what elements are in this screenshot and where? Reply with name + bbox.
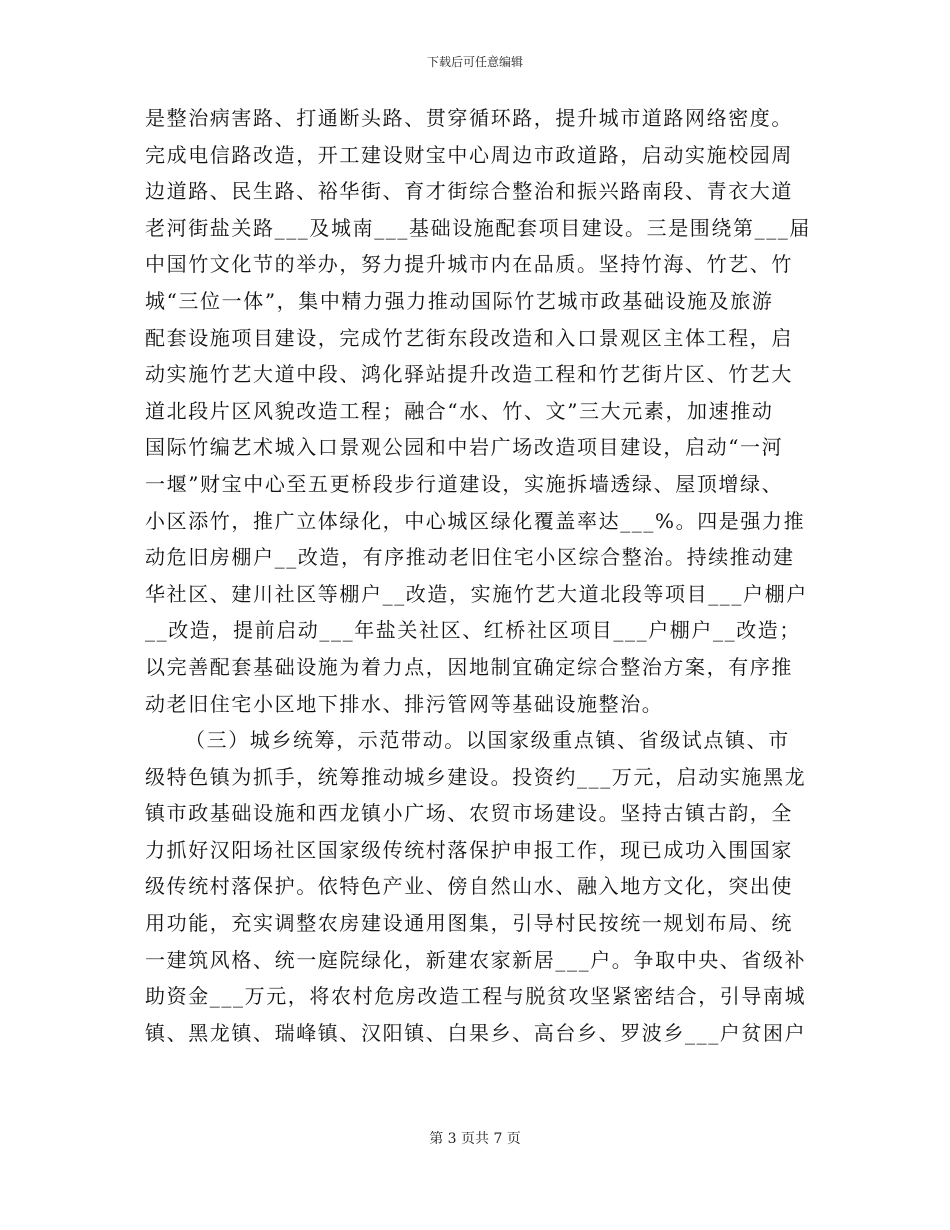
document-body <box>145 100 811 1051</box>
page-header-note: 下载后可任意编辑 <box>426 55 523 69</box>
text-line: 力抓好汉阳场社区国家级传统村落保护申报工作，现已成功入围国家 <box>145 837 793 862</box>
text-line: 镇、黑龙镇、瑞峰镇、汉阳镇、白果乡、高台乡、罗波乡___户贫困户 <box>145 1020 807 1045</box>
text-line: 小区添竹，推广立体绿化，中心城区绿化覆盖率达___%。四是强力推 <box>145 508 806 533</box>
text-line: 用功能，充实调整农房建设通用图集，引导村民按统一规划布局、统 <box>145 911 793 936</box>
text-line: 城“三位一体”，集中精力强力推动国际竹艺城市政基础设施及旅游 <box>145 288 774 313</box>
text-line: 动危旧房棚户__改造，有序推动老旧住宅小区综合整治。持续推动建 <box>145 545 795 570</box>
page-number-footer: 第 3 页共 7 页 <box>429 1131 521 1147</box>
text-line: 华社区、建川社区等棚户__改造，实施竹艺大道北段等项目___户棚户 <box>145 581 808 606</box>
text-line: 边道路、民生路、裕华街、育才街综合整治和振兴路南段、青衣大道 <box>145 179 793 204</box>
text-line: 级传统村落保护。依特色产业、傍自然山水、融入地方文化，突出使 <box>145 874 793 899</box>
text-line: 老河街盐关路___及城南___基础设施配套项目建设。三是围绕第___届 <box>145 215 811 240</box>
text-line: 完成电信路改造，开工建设财宝中心周边市政道路，启动实施校园周 <box>145 142 793 167</box>
text-line: 中国竹文化节的举办，努力提升城市内在品质。坚持竹海、竹艺、竹 <box>145 252 793 277</box>
text-line: 级特色镇为抓手，统筹推动城乡建设。投资约___万元，启动实施黑龙 <box>145 764 807 789</box>
section-heading-line: （三）城乡统筹，示范带动。以国家级重点镇、省级试点镇、市 <box>185 728 790 753</box>
text-line: 动实施竹艺大道中段、鸿化驿站提升改造工程和竹艺街片区、竹艺大 <box>145 362 793 387</box>
text-line: 一建筑风格、统一庭院绿化，新建农家新居___户。争取中央、省级补 <box>145 947 807 972</box>
text-line: 动老旧住宅小区地下排水、排污管网等基础设施整治。 <box>145 691 664 716</box>
text-line: 一堰”财宝中心至五更桥段步行道建设，实施拆墙透绿、屋顶增绿、 <box>145 471 784 496</box>
text-line: 国际竹编艺术城入口景观公园和中岩广场改造项目建设，启动“一河 <box>145 435 784 460</box>
text-line: 配套设施项目建设，完成竹艺街东段改造和入口景观区主体工程，启 <box>145 325 793 350</box>
text-line: 是整治病害路、打通断头路、贯穿循环路，提升城市道路网络密度。 <box>145 106 793 130</box>
text-line: 以完善配套基础设施为着力点，因地制宜确定综合整治方案，有序推 <box>145 654 793 679</box>
text-line: 助资金___万元，将农村危房改造工程与脱贫攻坚紧密结合，引导南城 <box>145 984 807 1009</box>
text-line: __改造，提前启动___年盐关社区、红桥社区项目___户棚户__改造； <box>145 618 801 643</box>
text-line: 道北段片区风貌改造工程；融合“水、竹、文”三大元素，加速推动 <box>145 398 774 423</box>
text-line: 镇市政基础设施和西龙镇小广场、农贸市场建设。坚持古镇古韵，全 <box>145 801 793 826</box>
